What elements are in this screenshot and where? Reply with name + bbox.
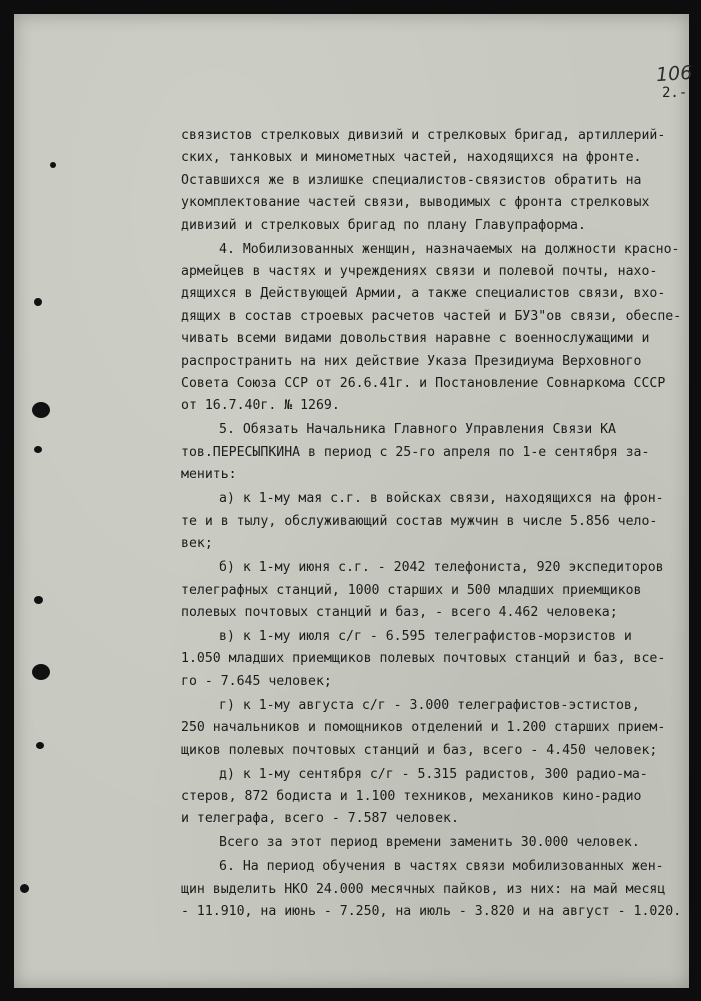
text-line: тов.ПЕРЕСЫПКИНА в период с 25-го апреля по 1-е сентября за- [181,444,650,460]
text-line: и телеграфа, всего - 7.587 человек. [181,811,459,827]
text-line: менить: [181,467,237,483]
paragraph-5d [181,695,701,762]
text-line: укомплектование частей связи, выводимых с фронта стрелковых [181,195,650,211]
paragraph-4 [181,239,701,418]
text-line: Оставшихся же в излишке специалистов-связистов обратить на [181,172,642,188]
punch-hole-icon [34,596,43,604]
text-line: - 11.910, на июнь - 7.250, на июль - 3.820 и на август - 1.020. [181,904,682,920]
paragraph-5b [181,557,701,624]
text-line: б) к 1-му июня с.г. - 2042 телефониста, 920 экспедиторов [219,560,664,576]
text-line: 250 начальников и помощников отделений и 1.200 старших прием- [181,720,666,736]
text-line: Всего за этот период времени заменить 30.000 человек. [219,835,640,851]
punch-hole-icon [50,162,56,168]
text-line: г) к 1-му августа с/г - 3.000 телеграфистов-эстистов, [219,697,640,713]
text-line: полевых почтовых станций и баз, - всего 4.462 человека; [181,604,618,620]
page-number: 2.- [662,85,688,101]
text-line: те и в тылу, обслуживающий состав мужчин в числе 5.856 чело- [181,513,658,529]
text-line: чивать всеми видами довольствия наравне с военнослужащими и [181,331,650,347]
text-line: 4. Мобилизованных женщин, назначаемых на должности красно- [219,241,680,257]
text-line: век; [181,536,213,552]
text-line: 5. Обязать Начальника Главного Управления Связи КА [219,422,616,438]
document-body [181,125,701,925]
text-line: 1.050 младших приемщиков полевых почтовых станций и баз, все- [181,651,666,667]
paragraph-continuation [181,125,701,237]
text-line: дивизий и стрелковых бригад по плану Главупраформа. [181,217,586,233]
punch-hole-icon [32,664,50,680]
punch-hole-icon [34,298,42,306]
text-line: щиков полевых почтовых станций и баз, всего - 4.450 человек; [181,742,658,758]
paragraph-5a [181,488,701,555]
punch-hole-icon [36,742,44,749]
paragraph-6 [181,856,701,923]
text-line: телеграфных станций, 1000 старших и 500 младших приемщиков [181,582,642,598]
text-line: армейцев в частях и учреждениях связи и полевой почты, нахо- [181,264,658,280]
paragraph-5 [181,419,701,486]
text-line: Совета Союза ССР от 26.6.41г. и Постановление Совнаркома СССР [181,376,666,392]
text-line: в) к 1-му июля с/г - 6.595 телеграфистов-морзистов и [219,628,632,644]
text-line: распространить на них действие Указа Президиума Верховного [181,353,642,369]
text-line: связистов стрелковых дивизий и стрелковых бригад, артиллерий- [181,128,666,143]
text-line: д) к 1-му сентября с/г - 5.315 радистов, 300 радио-ма- [219,766,648,782]
punch-hole-icon [34,446,42,453]
text-line: ских, танковых и минометных частей, находящихся на фронте. [181,150,642,166]
text-line: 6. На период обучения в частях связи мобилизованных жен- [219,859,664,875]
text-line: щин выделить НКО 24.000 месячных пайков, из них: на май месяц [181,881,666,897]
text-line: от 16.7.40г. № 1269. [181,398,340,414]
archive-page-number: 106 [655,61,693,87]
paragraph-total [181,832,701,854]
text-line: стеров, 872 бодиста и 1.100 техников, механиков кино-радио [181,788,642,804]
text-line: дящих в состав строевых расчетов частей и БУЗ"ов связи, обеспе- [181,308,682,324]
text-line: дящихся в Действующей Армии, а также специалистов связи, вхо- [181,286,666,302]
punch-hole-icon [32,402,50,418]
paragraph-5c [181,626,701,693]
text-line: го - 7.645 человек; [181,673,332,689]
text-line: а) к 1-му мая с.г. в войсках связи, находящихся на фрон- [219,491,664,507]
punch-hole-icon [20,884,29,893]
document-page [14,14,693,988]
paragraph-5e [181,764,701,831]
